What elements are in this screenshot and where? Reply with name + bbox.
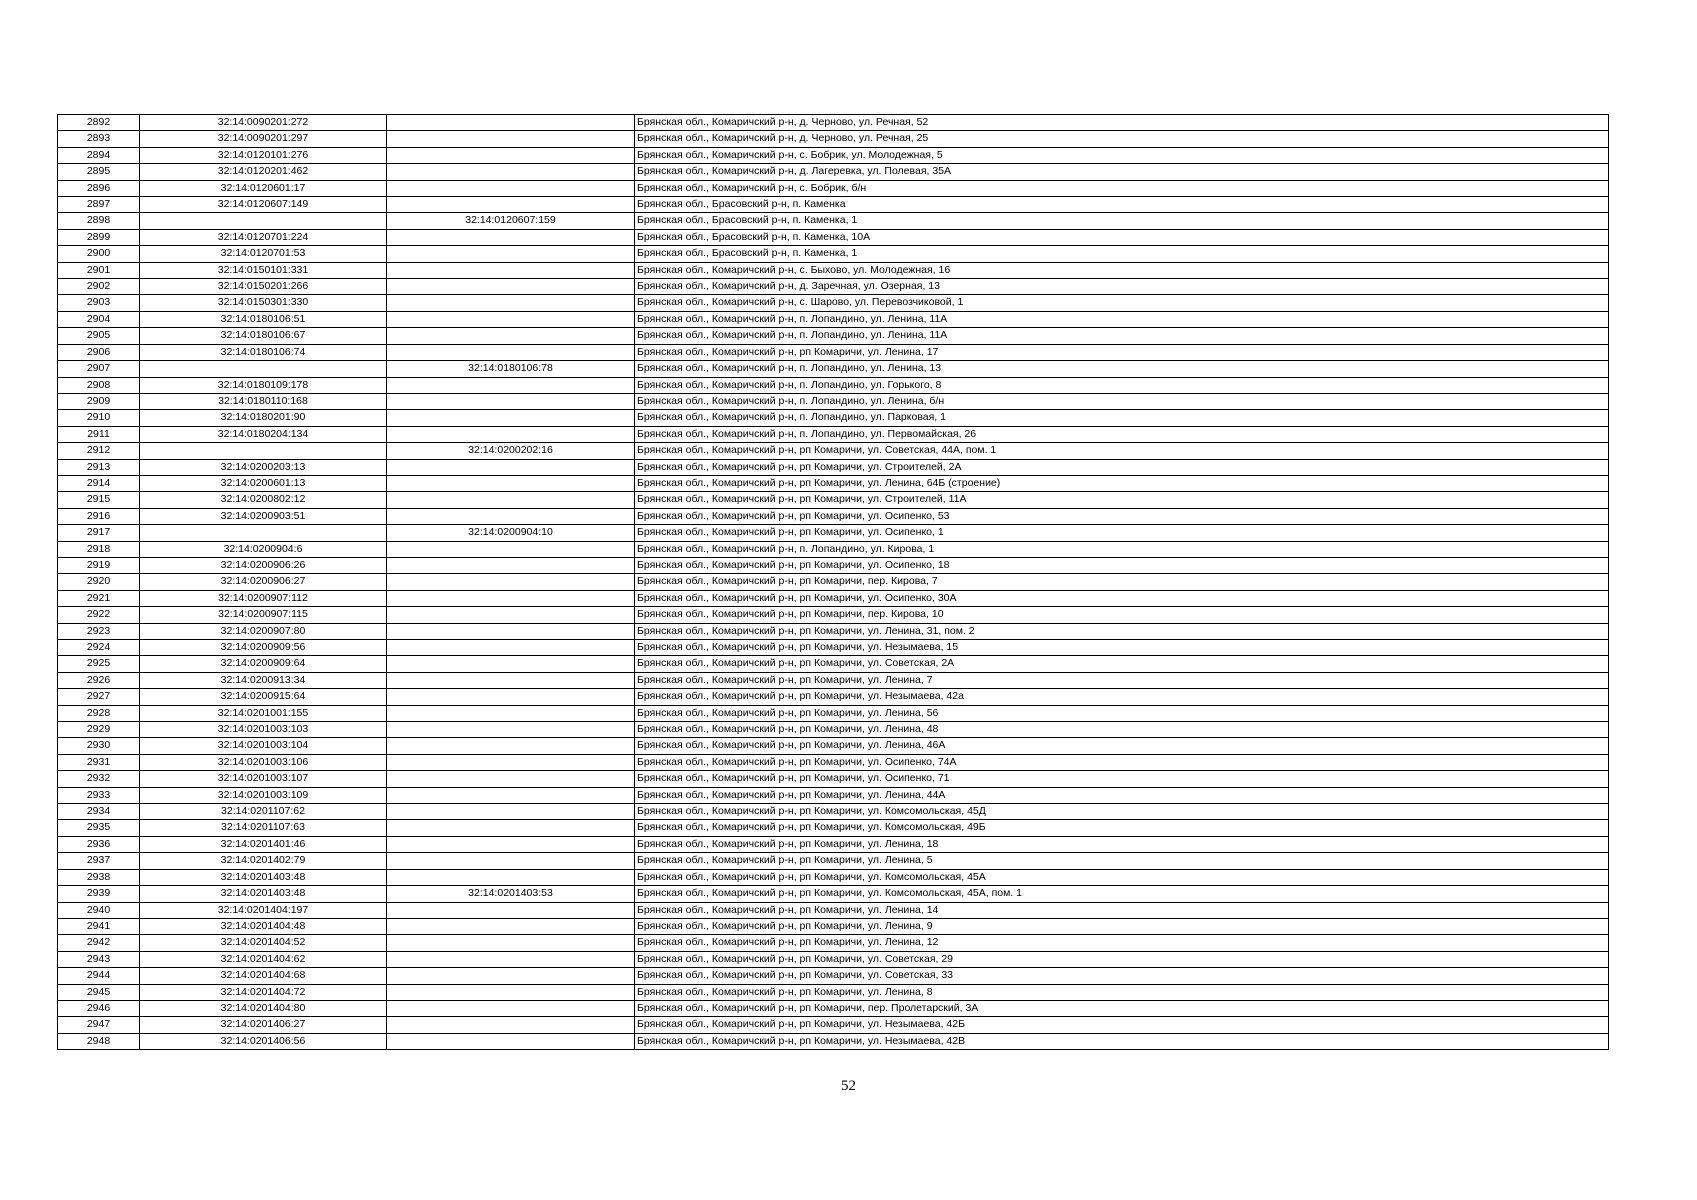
address-cell: Брянская обл., Комаричский р-н, п. Лопандино, ул. Ленина, 11А	[635, 328, 1609, 344]
cadastral-number-cell: 32:14:0180106:74	[140, 344, 387, 360]
cadastral-number-cell: 32:14:0180201:90	[140, 410, 387, 426]
table-row	[58, 918, 1609, 934]
table-row	[58, 180, 1609, 196]
cadastral-number-cell: 32:14:0150201:266	[140, 279, 387, 295]
address-cell: Брянская обл., Комаричский р-н, д. Заречная, ул. Озерная, 13	[635, 279, 1609, 295]
related-cadastral-number-cell	[387, 295, 635, 311]
cadastral-number-cell: 32:14:0200904:6	[140, 541, 387, 557]
cadastral-number-cell: 32:14:0201403:48	[140, 869, 387, 885]
row-number-cell: 2921	[58, 590, 140, 606]
address-cell: Брянская обл., Комаричский р-н, рп Комаричи, ул. Комсомольская, 45А	[635, 869, 1609, 885]
related-cadastral-number-cell	[387, 607, 635, 623]
address-cell: Брянская обл., Комаричский р-н, рп Комаричи, ул. Ленина, 56	[635, 705, 1609, 721]
address-cell: Брянская обл., Комаричский р-н, рп Комаричи, ул. Комсомольская, 49Б	[635, 820, 1609, 836]
related-cadastral-number-cell	[387, 311, 635, 327]
row-number-cell: 2923	[58, 623, 140, 639]
row-number-cell: 2932	[58, 771, 140, 787]
related-cadastral-number-cell	[387, 115, 635, 131]
address-cell: Брянская обл., Комаричский р-н, рп Комаричи, ул. Ленина, 12	[635, 935, 1609, 951]
address-cell: Брянская обл., Комаричский р-н, рп Комаричи, ул. Осипенко, 18	[635, 557, 1609, 573]
related-cadastral-number-cell	[387, 918, 635, 934]
address-cell: Брянская обл., Комаричский р-н, рп Комаричи, ул. Ленина, 14	[635, 902, 1609, 918]
table-row	[58, 640, 1609, 656]
cadastral-number-cell: 32:14:0201404:52	[140, 935, 387, 951]
address-cell: Брянская обл., Комаричский р-н, рп Комаричи, ул. Незымаева, 15	[635, 640, 1609, 656]
table-row	[58, 361, 1609, 377]
table-row	[58, 935, 1609, 951]
row-number-cell: 2911	[58, 426, 140, 442]
cadastral-number-cell: 32:14:0120201:462	[140, 164, 387, 180]
cadastral-number-cell: 32:14:0200906:26	[140, 557, 387, 573]
row-number-cell: 2918	[58, 541, 140, 557]
table-row	[58, 869, 1609, 885]
address-cell: Брянская обл., Комаричский р-н, рп Комаричи, ул. Ленина, 31, пом. 2	[635, 623, 1609, 639]
address-cell: Брянская обл., Комаричский р-н, рп Комаричи, ул. Советская, 29	[635, 951, 1609, 967]
row-number-cell: 2919	[58, 557, 140, 573]
cadastral-number-cell: 32:14:0200601:13	[140, 475, 387, 491]
table-row	[58, 705, 1609, 721]
related-cadastral-number-cell	[387, 935, 635, 951]
cadastral-number-cell: 32:14:0090201:272	[140, 115, 387, 131]
related-cadastral-number-cell	[387, 147, 635, 163]
address-cell: Брянская обл., Комаричский р-н, рп Комаричи, ул. Ленина, 7	[635, 672, 1609, 688]
cadastral-number-cell: 32:14:0150301:330	[140, 295, 387, 311]
table-row	[58, 738, 1609, 754]
address-cell: Брянская обл., Комаричский р-н, п. Лопандино, ул. Парковая, 1	[635, 410, 1609, 426]
row-number-cell: 2936	[58, 836, 140, 852]
table-row	[58, 672, 1609, 688]
address-cell: Брянская обл., Комаричский р-н, п. Лопандино, ул. Ленина, б/н	[635, 393, 1609, 409]
cadastral-number-cell: 32:14:0200909:64	[140, 656, 387, 672]
cadastral-number-cell: 32:14:0180106:67	[140, 328, 387, 344]
related-cadastral-number-cell	[387, 377, 635, 393]
row-number-cell: 2897	[58, 197, 140, 213]
table-row	[58, 590, 1609, 606]
table-row	[58, 557, 1609, 573]
cadastral-number-cell: 32:14:0201003:107	[140, 771, 387, 787]
related-cadastral-number-cell	[387, 262, 635, 278]
table-row	[58, 1000, 1609, 1016]
address-cell: Брянская обл., Комаричский р-н, рп Комаричи, ул. Комсомольская, 45А, пом. 1	[635, 886, 1609, 902]
address-cell: Брянская обл., Комаричский р-н, рп Комаричи, ул. Осипенко, 1	[635, 525, 1609, 541]
cadastral-number-cell	[140, 443, 387, 459]
related-cadastral-number-cell	[387, 557, 635, 573]
address-cell: Брянская обл., Комаричский р-н, рп Комаричи, ул. Осипенко, 74А	[635, 754, 1609, 770]
row-number-cell: 2928	[58, 705, 140, 721]
related-cadastral-number-cell	[387, 1017, 635, 1033]
cadastral-number-cell: 32:14:0200913:34	[140, 672, 387, 688]
related-cadastral-number-cell	[387, 410, 635, 426]
row-number-cell: 2937	[58, 853, 140, 869]
table-row	[58, 475, 1609, 491]
cadastral-number-cell: 32:14:0120601:17	[140, 180, 387, 196]
table-row	[58, 426, 1609, 442]
row-number-cell: 2894	[58, 147, 140, 163]
related-cadastral-number-cell	[387, 492, 635, 508]
related-cadastral-number-cell	[387, 475, 635, 491]
table-row	[58, 229, 1609, 245]
related-cadastral-number-cell	[387, 131, 635, 147]
related-cadastral-number-cell	[387, 722, 635, 738]
table-row	[58, 410, 1609, 426]
table-row	[58, 902, 1609, 918]
table-row	[58, 1033, 1609, 1049]
address-cell: Брянская обл., Комаричский р-н, рп Комаричи, ул. Строителей, 2А	[635, 459, 1609, 475]
related-cadastral-number-cell: 32:14:0201403:53	[387, 886, 635, 902]
address-cell: Брянская обл., Комаричский р-н, п. Лопандино, ул. Ленина, 13	[635, 361, 1609, 377]
address-cell: Брянская обл., Комаричский р-н, п. Лопандино, ул. Кирова, 1	[635, 541, 1609, 557]
table-row	[58, 213, 1609, 229]
row-number-cell: 2893	[58, 131, 140, 147]
address-cell: Брянская обл., Комаричский р-н, с. Бобрик, б/н	[635, 180, 1609, 196]
address-cell: Брянская обл., Комаричский р-н, д. Лагеревка, ул. Полевая, 35А	[635, 164, 1609, 180]
cadastral-number-cell: 32:14:0200903:51	[140, 508, 387, 524]
cadastral-number-cell: 32:14:0201001:155	[140, 705, 387, 721]
table-row	[58, 492, 1609, 508]
cadastral-number-cell: 32:14:0201003:103	[140, 722, 387, 738]
table-row	[58, 836, 1609, 852]
table-row	[58, 951, 1609, 967]
table-row	[58, 968, 1609, 984]
cadastral-number-cell: 32:14:0200802:12	[140, 492, 387, 508]
row-number-cell: 2904	[58, 311, 140, 327]
related-cadastral-number-cell	[387, 229, 635, 245]
related-cadastral-number-cell	[387, 804, 635, 820]
cadastral-number-cell: 32:14:0200907:112	[140, 590, 387, 606]
cadastral-number-cell: 32:14:0201403:48	[140, 886, 387, 902]
table-row	[58, 279, 1609, 295]
table-row	[58, 377, 1609, 393]
related-cadastral-number-cell: 32:14:0180106:78	[387, 361, 635, 377]
row-number-cell: 2892	[58, 115, 140, 131]
cadastral-number-cell: 32:14:0201404:68	[140, 968, 387, 984]
table-row	[58, 689, 1609, 705]
table-row	[58, 771, 1609, 787]
row-number-cell: 2943	[58, 951, 140, 967]
row-number-cell: 2929	[58, 722, 140, 738]
table-row	[58, 246, 1609, 262]
address-cell: Брянская обл., Брасовский р-н, п. Каменка, 1	[635, 213, 1609, 229]
address-cell: Брянская обл., Комаричский р-н, рп Комаричи, ул. Ленина, 5	[635, 853, 1609, 869]
cadastral-number-cell: 32:14:0200909:56	[140, 640, 387, 656]
table-row	[58, 574, 1609, 590]
row-number-cell: 2898	[58, 213, 140, 229]
row-number-cell: 2925	[58, 656, 140, 672]
related-cadastral-number-cell	[387, 820, 635, 836]
cadastral-number-cell: 32:14:0180110:168	[140, 393, 387, 409]
address-cell: Брянская обл., Комаричский р-н, рп Комаричи, ул. Ленина, 44А	[635, 787, 1609, 803]
page-number: 52	[841, 1078, 856, 1094]
document-sheet	[57, 114, 1608, 1050]
address-cell: Брянская обл., Комаричский р-н, рп Комаричи, пер. Кирова, 7	[635, 574, 1609, 590]
related-cadastral-number-cell	[387, 738, 635, 754]
row-number-cell: 2922	[58, 607, 140, 623]
related-cadastral-number-cell	[387, 328, 635, 344]
cadastral-number-cell: 32:14:0201404:80	[140, 1000, 387, 1016]
row-number-cell: 2915	[58, 492, 140, 508]
table-row	[58, 607, 1609, 623]
related-cadastral-number-cell	[387, 705, 635, 721]
cadastral-number-cell: 32:14:0201406:56	[140, 1033, 387, 1049]
table-row	[58, 754, 1609, 770]
row-number-cell: 2903	[58, 295, 140, 311]
row-number-cell: 2934	[58, 804, 140, 820]
related-cadastral-number-cell	[387, 393, 635, 409]
row-number-cell: 2948	[58, 1033, 140, 1049]
related-cadastral-number-cell: 32:14:0200904:10	[387, 525, 635, 541]
row-number-cell: 2938	[58, 869, 140, 885]
row-number-cell: 2933	[58, 787, 140, 803]
table-row	[58, 311, 1609, 327]
cadastral-number-cell: 32:14:0201003:109	[140, 787, 387, 803]
table-row	[58, 656, 1609, 672]
cadastral-number-cell: 32:14:0201404:62	[140, 951, 387, 967]
related-cadastral-number-cell	[387, 968, 635, 984]
address-cell: Брянская обл., Комаричский р-н, рп Комаричи, ул. Ленина, 8	[635, 984, 1609, 1000]
table-row	[58, 131, 1609, 147]
cadastral-number-cell: 32:14:0180106:51	[140, 311, 387, 327]
row-number-cell: 2914	[58, 475, 140, 491]
cadastral-number-cell: 32:14:0120701:53	[140, 246, 387, 262]
related-cadastral-number-cell	[387, 344, 635, 360]
cadastral-number-cell: 32:14:0201107:62	[140, 804, 387, 820]
related-cadastral-number-cell	[387, 853, 635, 869]
address-cell: Брянская обл., Комаричский р-н, рп Комаричи, ул. Ленина, 18	[635, 836, 1609, 852]
address-cell: Брянская обл., Комаричский р-н, д. Черново, ул. Речная, 25	[635, 131, 1609, 147]
address-cell: Брянская обл., Комаричский р-н, рп Комаричи, ул. Советская, 2А	[635, 656, 1609, 672]
related-cadastral-number-cell	[387, 1033, 635, 1049]
related-cadastral-number-cell	[387, 1000, 635, 1016]
row-number-cell: 2941	[58, 918, 140, 934]
address-cell: Брянская обл., Брасовский р-н, п. Каменка, 1	[635, 246, 1609, 262]
related-cadastral-number-cell	[387, 836, 635, 852]
row-number-cell: 2924	[58, 640, 140, 656]
cadastral-number-cell: 32:14:0120101:276	[140, 147, 387, 163]
row-number-cell: 2927	[58, 689, 140, 705]
row-number-cell: 2908	[58, 377, 140, 393]
cadastral-number-cell: 32:14:0201401:46	[140, 836, 387, 852]
table-row	[58, 328, 1609, 344]
table-row	[58, 197, 1609, 213]
row-number-cell: 2901	[58, 262, 140, 278]
table-row	[58, 886, 1609, 902]
row-number-cell: 2916	[58, 508, 140, 524]
cadastral-number-cell: 32:14:0090201:297	[140, 131, 387, 147]
row-number-cell: 2896	[58, 180, 140, 196]
related-cadastral-number-cell	[387, 984, 635, 1000]
table-row	[58, 804, 1609, 820]
address-cell: Брянская обл., Комаричский р-н, рп Комаричи, ул. Незымаева, 42В	[635, 1033, 1609, 1049]
address-cell: Брянская обл., Брасовский р-н, п. Каменка	[635, 197, 1609, 213]
address-cell: Брянская обл., Комаричский р-н, рп Комаричи, ул. Незымаева, 42а	[635, 689, 1609, 705]
table-row	[58, 344, 1609, 360]
address-cell: Брянская обл., Комаричский р-н, п. Лопандино, ул. Ленина, 11А	[635, 311, 1609, 327]
related-cadastral-number-cell	[387, 869, 635, 885]
address-cell: Брянская обл., Комаричский р-н, рп Комаричи, ул. Осипенко, 71	[635, 771, 1609, 787]
related-cadastral-number-cell	[387, 754, 635, 770]
table-row	[58, 262, 1609, 278]
row-number-cell: 2942	[58, 935, 140, 951]
cadastral-table	[57, 114, 1609, 1050]
related-cadastral-number-cell	[387, 672, 635, 688]
related-cadastral-number-cell	[387, 164, 635, 180]
related-cadastral-number-cell	[387, 459, 635, 475]
related-cadastral-number-cell: 32:14:0120607:159	[387, 213, 635, 229]
table-row	[58, 853, 1609, 869]
table-row	[58, 147, 1609, 163]
row-number-cell: 2912	[58, 443, 140, 459]
row-number-cell: 2906	[58, 344, 140, 360]
cadastral-number-cell: 32:14:0201404:197	[140, 902, 387, 918]
address-cell: Брянская обл., Комаричский р-н, рп Комаричи, ул. Осипенко, 53	[635, 508, 1609, 524]
cadastral-number-cell: 32:14:0200907:115	[140, 607, 387, 623]
cadastral-number-cell: 32:14:0180204:134	[140, 426, 387, 442]
address-cell: Брянская обл., Комаричский р-н, рп Комаричи, ул. Советская, 44А, пом. 1	[635, 443, 1609, 459]
cadastral-number-cell: 32:14:0150101:331	[140, 262, 387, 278]
related-cadastral-number-cell	[387, 771, 635, 787]
table-row	[58, 525, 1609, 541]
row-number-cell: 2947	[58, 1017, 140, 1033]
related-cadastral-number-cell	[387, 656, 635, 672]
related-cadastral-number-cell	[387, 426, 635, 442]
address-cell: Брянская обл., Комаричский р-н, рп Комаричи, ул. Осипенко, 30А	[635, 590, 1609, 606]
row-number-cell: 2917	[58, 525, 140, 541]
row-number-cell: 2920	[58, 574, 140, 590]
row-number-cell: 2930	[58, 738, 140, 754]
table-row	[58, 984, 1609, 1000]
cadastral-number-cell: 32:14:0201003:104	[140, 738, 387, 754]
address-cell: Брянская обл., Комаричский р-н, с. Быхово, ул. Молодежная, 16	[635, 262, 1609, 278]
row-number-cell: 2945	[58, 984, 140, 1000]
table-body	[58, 115, 1609, 1050]
related-cadastral-number-cell	[387, 246, 635, 262]
cadastral-number-cell	[140, 361, 387, 377]
address-cell: Брянская обл., Комаричский р-н, п. Лопандино, ул. Горького, 8	[635, 377, 1609, 393]
table-row	[58, 541, 1609, 557]
address-cell: Брянская обл., Комаричский р-н, рп Комаричи, ул. Ленина, 48	[635, 722, 1609, 738]
address-cell: Брянская обл., Комаричский р-н, рп Комаричи, пер. Кирова, 10	[635, 607, 1609, 623]
row-number-cell: 2926	[58, 672, 140, 688]
address-cell: Брянская обл., Комаричский р-н, рп Комаричи, ул. Комсомольская, 45Д	[635, 804, 1609, 820]
cadastral-number-cell: 32:14:0201406:27	[140, 1017, 387, 1033]
related-cadastral-number-cell	[387, 689, 635, 705]
table-row	[58, 1017, 1609, 1033]
address-cell: Брянская обл., Комаричский р-н, рп Комаричи, ул. Ленина, 46А	[635, 738, 1609, 754]
table-row	[58, 820, 1609, 836]
address-cell: Брянская обл., Комаричский р-н, рп Комаричи, ул. Незымаева, 42Б	[635, 1017, 1609, 1033]
cadastral-number-cell: 32:14:0201107:63	[140, 820, 387, 836]
row-number-cell: 2900	[58, 246, 140, 262]
cadastral-number-cell	[140, 213, 387, 229]
table-row	[58, 508, 1609, 524]
row-number-cell: 2939	[58, 886, 140, 902]
related-cadastral-number-cell	[387, 590, 635, 606]
row-number-cell: 2944	[58, 968, 140, 984]
cadastral-number-cell: 32:14:0120701:224	[140, 229, 387, 245]
address-cell: Брянская обл., Комаричский р-н, рп Комаричи, ул. Строителей, 11А	[635, 492, 1609, 508]
table-row	[58, 722, 1609, 738]
cadastral-number-cell: 32:14:0200906:27	[140, 574, 387, 590]
cadastral-number-cell: 32:14:0120607:149	[140, 197, 387, 213]
cadastral-number-cell	[140, 525, 387, 541]
address-cell: Брянская обл., Комаричский р-н, рп Комаричи, ул. Ленина, 17	[635, 344, 1609, 360]
address-cell: Брянская обл., Комаричский р-н, с. Шарово, ул. Перевозчиковой, 1	[635, 295, 1609, 311]
row-number-cell: 2895	[58, 164, 140, 180]
related-cadastral-number-cell	[387, 623, 635, 639]
row-number-cell: 2899	[58, 229, 140, 245]
related-cadastral-number-cell	[387, 279, 635, 295]
address-cell: Брянская обл., Комаричский р-н, с. Бобрик, ул. Молодежная, 5	[635, 147, 1609, 163]
row-number-cell: 2946	[58, 1000, 140, 1016]
related-cadastral-number-cell	[387, 574, 635, 590]
related-cadastral-number-cell	[387, 541, 635, 557]
related-cadastral-number-cell	[387, 508, 635, 524]
related-cadastral-number-cell: 32:14:0200202:16	[387, 443, 635, 459]
row-number-cell: 2913	[58, 459, 140, 475]
table-row	[58, 787, 1609, 803]
address-cell: Брянская обл., Комаричский р-н, рп Комаричи, ул. Советская, 33	[635, 968, 1609, 984]
related-cadastral-number-cell	[387, 787, 635, 803]
address-cell: Брянская обл., Комаричский р-н, рп Комаричи, пер. Пролетарский, 3А	[635, 1000, 1609, 1016]
related-cadastral-number-cell	[387, 180, 635, 196]
address-cell: Брянская обл., Комаричский р-н, рп Комаричи, ул. Ленина, 64Б (строение)	[635, 475, 1609, 491]
cadastral-number-cell: 32:14:0200907:80	[140, 623, 387, 639]
row-number-cell: 2940	[58, 902, 140, 918]
row-number-cell: 2907	[58, 361, 140, 377]
address-cell: Брянская обл., Брасовский р-н, п. Каменка, 10А	[635, 229, 1609, 245]
row-number-cell: 2935	[58, 820, 140, 836]
row-number-cell: 2909	[58, 393, 140, 409]
address-cell: Брянская обл., Комаричский р-н, д. Черново, ул. Речная, 52	[635, 115, 1609, 131]
cadastral-number-cell: 32:14:0201003:106	[140, 754, 387, 770]
address-cell: Брянская обл., Комаричский р-н, рп Комаричи, ул. Ленина, 9	[635, 918, 1609, 934]
related-cadastral-number-cell	[387, 197, 635, 213]
row-number-cell: 2902	[58, 279, 140, 295]
table-row	[58, 295, 1609, 311]
table-row	[58, 115, 1609, 131]
cadastral-number-cell: 32:14:0201402:79	[140, 853, 387, 869]
table-row	[58, 443, 1609, 459]
row-number-cell: 2931	[58, 754, 140, 770]
table-row	[58, 164, 1609, 180]
cadastral-number-cell: 32:14:0200203:13	[140, 459, 387, 475]
related-cadastral-number-cell	[387, 902, 635, 918]
cadastral-number-cell: 32:14:0201404:72	[140, 984, 387, 1000]
address-cell: Брянская обл., Комаричский р-н, п. Лопандино, ул. Первомайская, 26	[635, 426, 1609, 442]
cadastral-number-cell: 32:14:0200915:64	[140, 689, 387, 705]
table-row	[58, 623, 1609, 639]
table-row	[58, 393, 1609, 409]
table-row	[58, 459, 1609, 475]
row-number-cell: 2905	[58, 328, 140, 344]
cadastral-number-cell: 32:14:0201404:48	[140, 918, 387, 934]
related-cadastral-number-cell	[387, 951, 635, 967]
related-cadastral-number-cell	[387, 640, 635, 656]
row-number-cell: 2910	[58, 410, 140, 426]
cadastral-number-cell: 32:14:0180109:178	[140, 377, 387, 393]
